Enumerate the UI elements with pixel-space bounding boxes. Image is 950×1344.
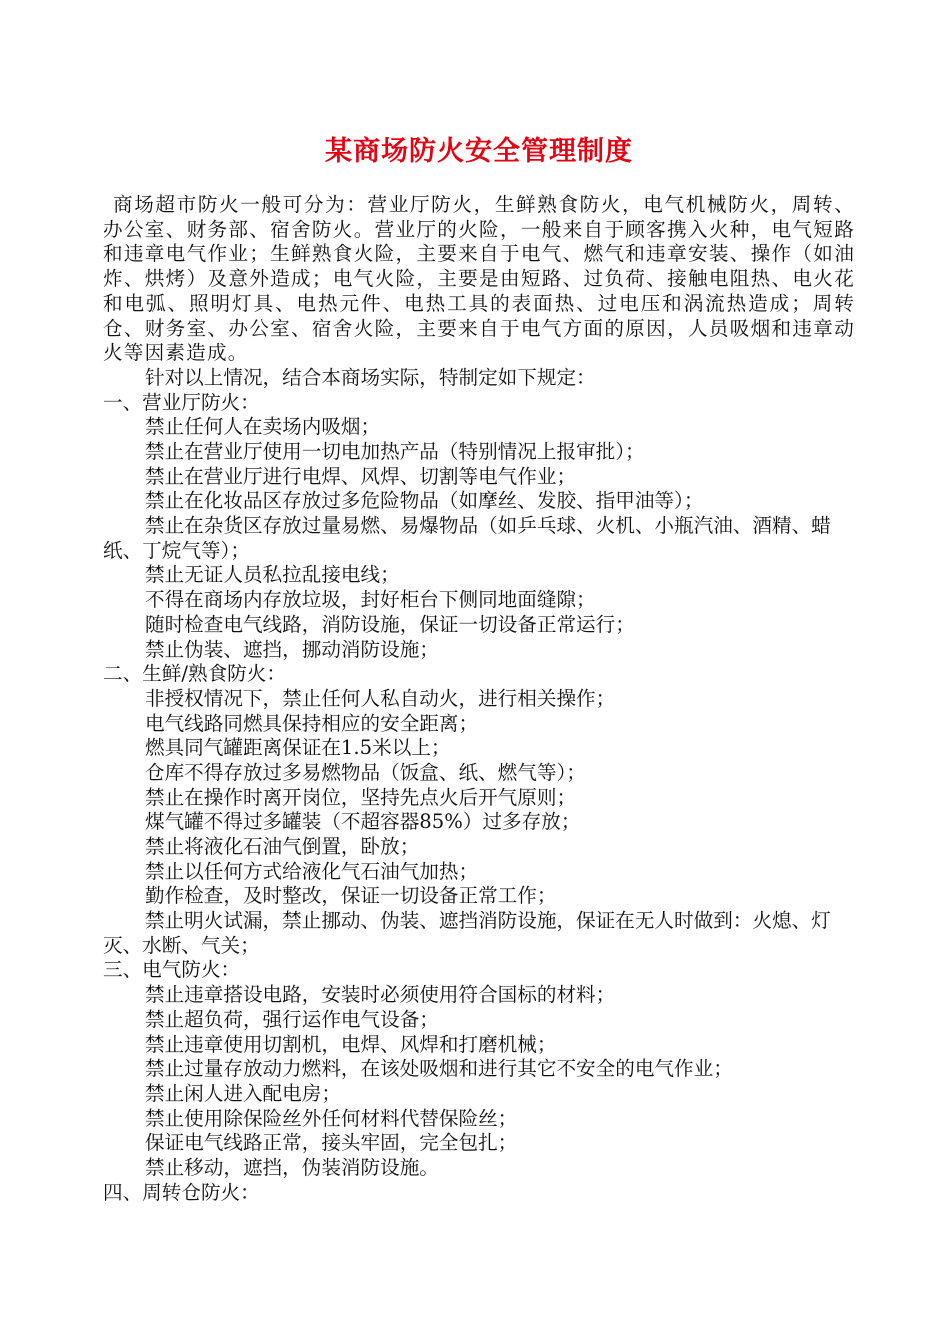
section-heading: 二、生鲜/熟食防火：: [103, 662, 286, 686]
list-item: 电气线路同燃具保持相应的安全距离；: [145, 711, 479, 735]
section-warehouse: [103, 1181, 855, 1206]
list-item: 禁止明火试漏，禁止挪动、伪装、遮挡消防设施，保证在无人时做到：火熄、灯灭、水断、气关；: [103, 909, 831, 957]
list-item: 禁止伪装、遮挡，挪动消防设施；: [145, 637, 439, 661]
list-item: 禁止在操作时离开岗位，坚持先点火后开气原则；: [145, 785, 577, 809]
section-business-hall: [103, 391, 855, 663]
section-fresh-food: [103, 662, 855, 958]
document-page: [103, 128, 855, 1205]
list-item: 禁止违章使用切割机，电焊、风焊和打磨机械；: [145, 1032, 557, 1056]
list-item: 不得在商场内存放垃圾，封好柜台下侧同地面缝隙；: [145, 588, 596, 612]
section-electrical: [103, 958, 855, 1180]
list-item: 禁止在杂货区存放过量易燃、易爆物品（如乒乓球、火机、小瓶汽油、酒精、蜡纸、丁烷气等）；: [103, 514, 831, 562]
list-item: 保证电气线路正常，接头牢固，完全包扎；: [145, 1131, 518, 1155]
list-item: 禁止闲人进入配电房；: [145, 1081, 341, 1105]
list-item: 禁止违章搭设电路，安装时必须使用符合国标的材料；: [145, 983, 616, 1007]
list-item: 随时检查电气线路，消防设施，保证一切设备正常运行；: [145, 612, 635, 636]
document-title: 某商场防火安全管理制度: [325, 136, 633, 167]
list-item: 禁止任何人在卖场内吸烟；: [145, 415, 381, 439]
list-item: 非授权情况下，禁止任何人私自动火，进行相关操作；: [145, 686, 616, 710]
list-item: 禁止超负荷，强行运作电气设备；: [145, 1007, 439, 1031]
list-item: 勤作检查，及时整改，保证一切设备正常工作；: [145, 884, 557, 908]
list-item: 禁止在营业厅进行电焊、风焊、切割等电气作业；: [145, 464, 577, 488]
section-heading: 四、周转仓防火：: [103, 1180, 260, 1204]
list-item: 禁止过量存放动力燃料，在该处吸烟和进行其它不安全的电气作业；: [145, 1057, 733, 1081]
list-item: 禁止以任何方式给液化气石油气加热；: [145, 859, 479, 883]
list-item: 仓库不得存放过多易燃物品（饭盒、纸、燃气等）；: [145, 760, 586, 784]
section-heading: 一、营业厅防火：: [103, 390, 260, 414]
section-heading: 三、电气防火：: [103, 958, 241, 982]
intro-paragraph: 商场超市防火一般可分为：营业厅防火，生鲜熟食防火，电气机械防火，周转、办公室、财务部、宿舍防火。营业厅的火险，一般来自于顾客携入火种，电气短路和违章电气作业；生鲜熟食火险，主要来自于电气、燃气和违章安装、操作（如油炸、烘烤）及意外造成；电气火险，主要是由短路、过负荷、接触电阻热、电火花和电弧、照明灯具、电热元件、电热工具的表面热、过电压和涡流热造成；周转仓、财务室、办公室、宿舍火险，主要来自于电气方面的原因，人员吸烟和违章动火等因素造成。: [103, 193, 855, 365]
list-item: 禁止使用除保险丝外任何材料代替保险丝；: [145, 1106, 518, 1130]
list-item: 禁止在营业厅使用一切电加热产品（特别情况上报审批）；: [145, 439, 645, 463]
list-item: 禁止移动，遮挡，伪装消防设施。: [145, 1155, 439, 1179]
list-item: 煤气罐不得过多罐装（不超容器85%）过多存放；: [145, 810, 581, 834]
list-item: 禁止无证人员私拉乱接电线；: [145, 563, 400, 587]
lead-sentence: 针对以上情况，结合本商场实际，特制定如下规定：: [145, 365, 596, 389]
list-item: 禁止将液化石油气倒置，卧放；: [145, 835, 420, 859]
document-body: [103, 193, 855, 1205]
list-item: 燃具同气罐距离保证在1.5米以上；: [145, 736, 451, 760]
list-item: 禁止在化妆品区存放过多危险物品（如摩丝、发胶、指甲油等）；: [145, 489, 704, 513]
